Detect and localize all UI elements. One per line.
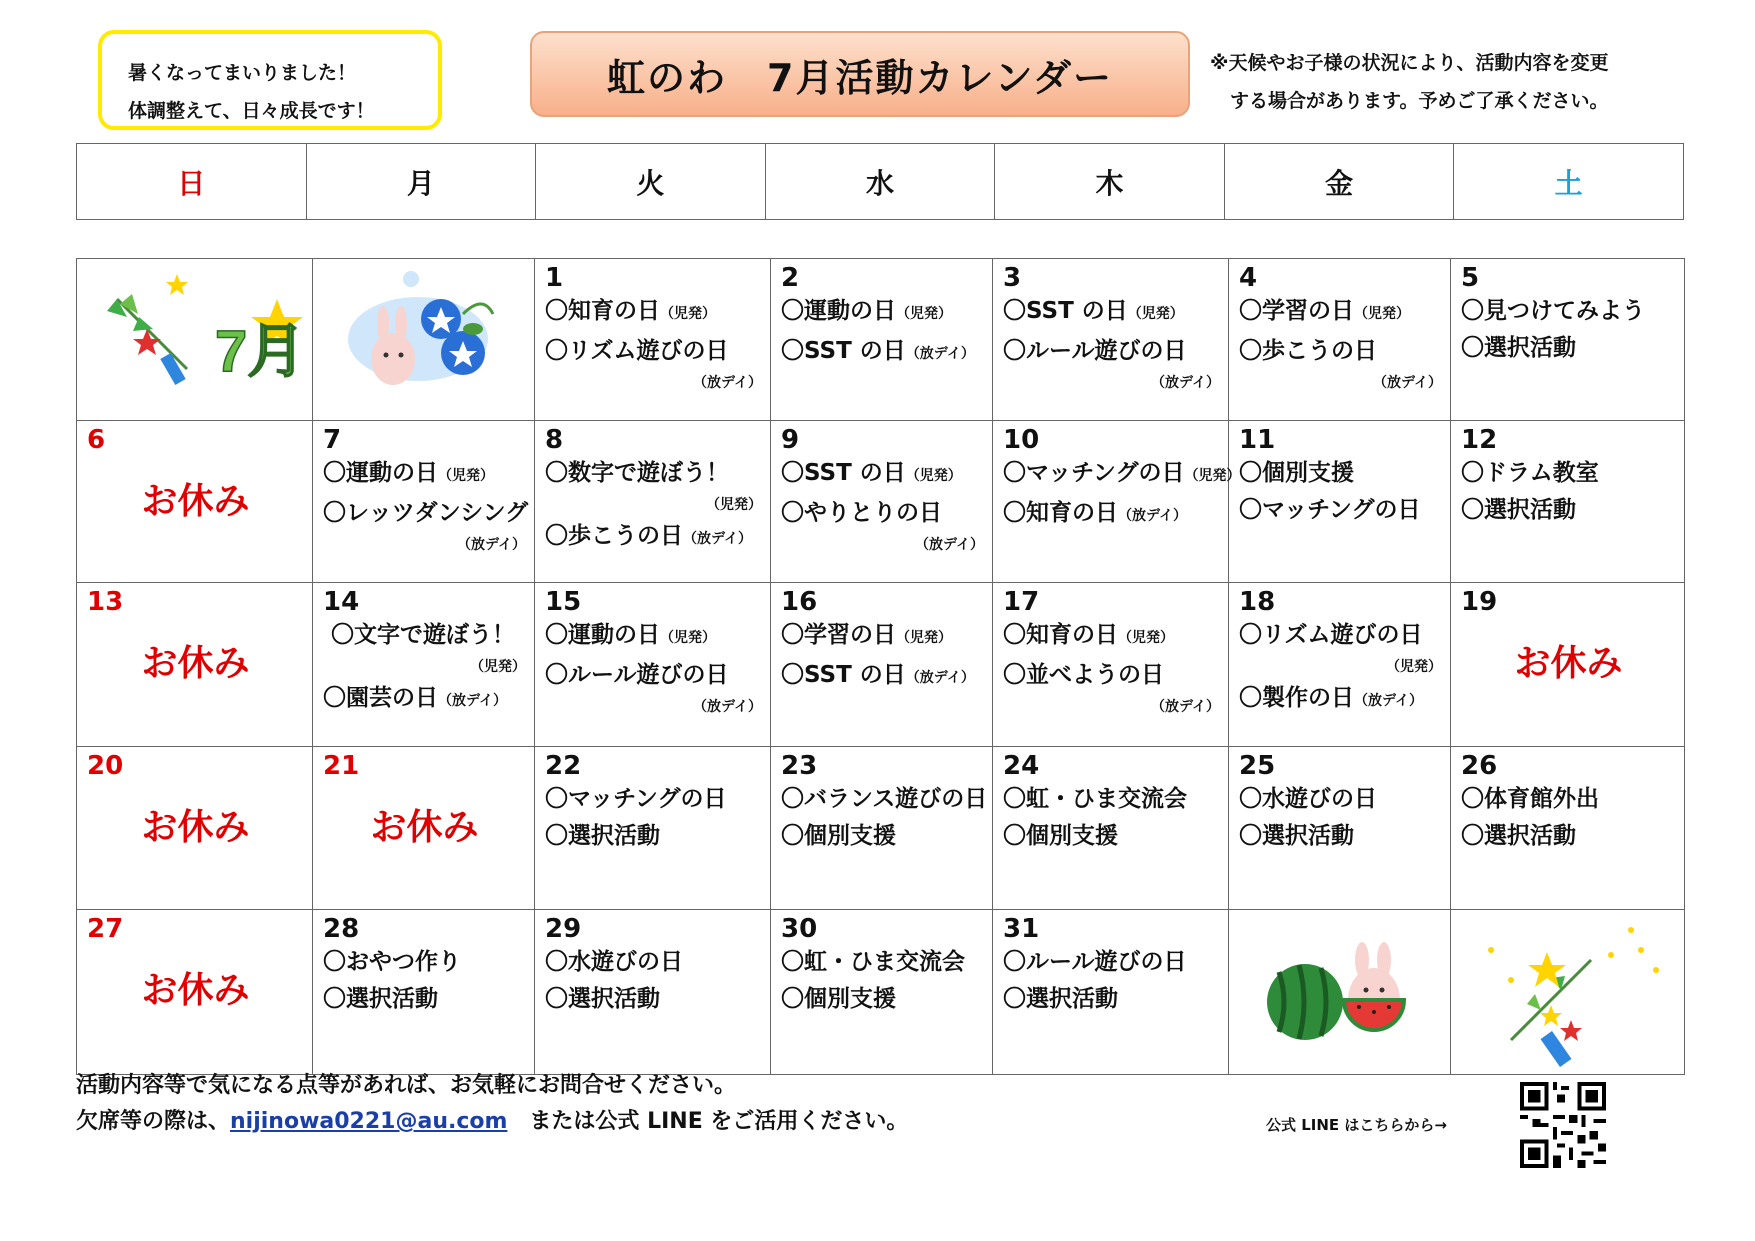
activity: 〇マッチングの日 <box>545 786 727 812</box>
activity: 〇レッツダンシング <box>323 500 529 526</box>
day-cell <box>771 747 993 910</box>
day-cell <box>771 421 993 583</box>
day-number: 24 <box>1003 751 1040 781</box>
weekday-sun: 日 <box>77 144 307 220</box>
day-number: 25 <box>1239 751 1276 781</box>
activity: 〇選択活動 <box>1461 823 1576 849</box>
day-number: 16 <box>781 587 818 617</box>
activity: 〇ルール遊びの日 <box>1003 338 1187 364</box>
activity: 〇マッチングの日（児発） <box>1003 460 1241 486</box>
activity: 〇虹・ひま交流会 <box>781 949 965 975</box>
activity: 〇選択活動 <box>545 986 660 1012</box>
day-number: 1 <box>545 263 564 293</box>
activity: 〇個別支援 <box>781 986 896 1012</box>
greeting-line-2: 体調整えて、日々成長です！ <box>128 100 375 122</box>
rabbit-watermelon-icon <box>1229 910 1451 1070</box>
day-cell <box>535 583 771 747</box>
day-cell <box>1229 747 1451 910</box>
calendar-grid <box>76 258 1685 1075</box>
holiday-label: お休み <box>1514 643 1623 684</box>
day-number: 12 <box>1461 425 1498 455</box>
activity: 〇並べようの日 <box>1003 662 1164 688</box>
day-cell <box>77 910 313 1075</box>
day-cell <box>771 259 993 421</box>
activity: 〇SST の日（児発） <box>1003 298 1184 324</box>
day-cell <box>1451 259 1685 421</box>
day-number: 8 <box>545 425 564 455</box>
activity: 〇文字で遊ぼう！ <box>331 622 515 648</box>
day-cell <box>1451 747 1685 910</box>
day-cell <box>77 747 313 910</box>
day-number: 20 <box>87 751 124 781</box>
activity: 〇ルール遊びの日 <box>1003 949 1187 975</box>
holiday-label: お休み <box>141 643 250 684</box>
activity: 〇運動の日（児発） <box>323 460 494 486</box>
day-number: 6 <box>87 425 106 455</box>
activity: 〇個別支援 <box>1003 823 1118 849</box>
activity-note: （放デイ） <box>1150 375 1220 391</box>
line-note: 公式 LINE はこちらから→ <box>1266 1116 1447 1134</box>
activity: 〇ドラム教室 <box>1461 460 1599 486</box>
notice-line-2: する場合があります。予めご了承ください。 <box>1230 90 1609 112</box>
day-number: 11 <box>1239 425 1276 455</box>
activity: 〇おやつ作り <box>323 949 461 975</box>
activity-note: （児発） <box>706 497 762 513</box>
activity: 〇選択活動 <box>545 823 660 849</box>
morning-glory-cell <box>313 259 535 421</box>
rabbit-morning-glory-icon <box>313 259 535 416</box>
footer-line-2: 欠席等の際は、nijinowa0221@au.com または公式 LINE をご活用ください。 <box>76 1109 909 1134</box>
day-number: 19 <box>1461 587 1498 617</box>
day-cell <box>993 910 1229 1075</box>
activity: 〇運動の日（児発） <box>781 298 952 324</box>
day-number: 9 <box>781 425 800 455</box>
day-cell <box>313 910 535 1075</box>
activity: 〇学習の日（児発） <box>1239 298 1410 324</box>
activity-note: （放デイ） <box>456 537 526 553</box>
day-number: 30 <box>781 914 818 944</box>
day-cell <box>313 583 535 747</box>
activity: 〇SST の日（児発） <box>781 460 962 486</box>
activity: 〇リズム遊びの日 <box>545 338 729 364</box>
day-cell <box>1229 421 1451 583</box>
activity: 〇歩こうの日（放デイ） <box>545 523 753 549</box>
tanabata-cell <box>1451 910 1685 1075</box>
notice <box>1210 44 1750 120</box>
day-number: 22 <box>545 751 582 781</box>
activity: 〇知育の日（放デイ） <box>1003 500 1188 526</box>
day-number: 15 <box>545 587 582 617</box>
weekday-header <box>76 143 1684 220</box>
day-number: 28 <box>323 914 360 944</box>
weekday-tue: 火 <box>536 144 766 220</box>
day-cell <box>313 747 535 910</box>
day-cell <box>535 259 771 421</box>
day-number: 13 <box>87 587 124 617</box>
notice-line-1: ※天候やお子様の状況により、活動内容を変更 <box>1210 52 1609 74</box>
activity: 〇水遊びの日 <box>545 949 683 975</box>
activity: 〇選択活動 <box>1239 823 1354 849</box>
month-badge: 7月 <box>215 319 306 384</box>
tanabata-july-icon <box>77 259 313 416</box>
holiday-label: お休み <box>141 970 250 1011</box>
footer <box>76 1068 908 1140</box>
page-title: 虹のわ 7月活動カレンダー <box>530 31 1190 117</box>
day-number: 26 <box>1461 751 1498 781</box>
weekday-sat: 土 <box>1454 144 1684 220</box>
day-number: 4 <box>1239 263 1258 293</box>
watermelon-cell <box>1229 910 1451 1075</box>
activity-note: （児発） <box>470 659 526 675</box>
holiday-label: お休み <box>370 807 479 848</box>
day-cell <box>771 910 993 1075</box>
day-cell <box>993 747 1229 910</box>
activity: 〇ルール遊びの日 <box>545 662 729 688</box>
day-cell <box>535 910 771 1075</box>
day-number: 10 <box>1003 425 1040 455</box>
day-cell <box>1229 259 1451 421</box>
activity: 〇バランス遊びの日 <box>781 786 988 812</box>
day-number: 27 <box>87 914 124 944</box>
activity-note: （放デイ） <box>692 699 762 715</box>
email-link[interactable]: nijinowa0221@au.com <box>230 1109 508 1134</box>
day-number: 14 <box>323 587 360 617</box>
greeting-box <box>98 30 442 130</box>
activity-note: （放デイ） <box>914 537 984 553</box>
day-cell <box>77 583 313 747</box>
line-qr-code-icon[interactable] <box>1520 1082 1606 1168</box>
day-number: 7 <box>323 425 342 455</box>
activity: 〇製作の日（放デイ） <box>1239 685 1424 711</box>
day-cell <box>535 747 771 910</box>
day-cell <box>993 583 1229 747</box>
day-number: 31 <box>1003 914 1040 944</box>
day-number: 3 <box>1003 263 1022 293</box>
tanabata-badge-cell <box>77 259 313 421</box>
day-cell <box>993 259 1229 421</box>
day-number: 18 <box>1239 587 1276 617</box>
day-number: 2 <box>781 263 800 293</box>
activity: 〇選択活動 <box>1461 335 1576 361</box>
holiday-label: お休み <box>141 481 250 522</box>
activity: 〇個別支援 <box>781 823 896 849</box>
activity-note: （放デイ） <box>1150 699 1220 715</box>
day-number: 23 <box>781 751 818 781</box>
day-number: 21 <box>323 751 360 781</box>
activity: 〇体育館外出 <box>1461 786 1599 812</box>
activity: 〇学習の日（児発） <box>781 622 952 648</box>
day-cell <box>993 421 1241 583</box>
tanabata-bamboo-icon <box>1451 910 1685 1070</box>
activity: 〇選択活動 <box>1003 986 1118 1012</box>
activity: 〇選択活動 <box>1461 497 1576 523</box>
activity-note: （放デイ） <box>692 375 762 391</box>
activity: 〇知育の日（児発） <box>545 298 716 324</box>
weekday-fri: 金 <box>1224 144 1454 220</box>
day-cell <box>313 421 535 583</box>
day-number: 29 <box>545 914 582 944</box>
activity: 〇園芸の日（放デイ） <box>323 685 508 711</box>
activity-note: （放デイ） <box>1372 375 1442 391</box>
activity: 〇虹・ひま交流会 <box>1003 786 1187 812</box>
activity: 〇数字で遊ぼう！ <box>545 460 729 486</box>
day-cell <box>771 583 993 747</box>
weekday-mon: 月 <box>306 144 536 220</box>
activity: 〇運動の日（児発） <box>545 622 716 648</box>
day-cell <box>535 421 771 583</box>
greeting-line-1: 暑くなってまいりました！ <box>128 62 357 84</box>
activity: 〇選択活動 <box>323 986 438 1012</box>
day-number: 17 <box>1003 587 1040 617</box>
weekday-thu: 木 <box>995 144 1225 220</box>
day-cell <box>1451 583 1685 747</box>
activity: 〇やりとりの日 <box>781 500 942 526</box>
activity: 〇水遊びの日 <box>1239 786 1377 812</box>
day-cell <box>77 421 313 583</box>
activity: 〇歩こうの日 <box>1239 338 1377 364</box>
activity-note: （児発） <box>1386 659 1442 675</box>
activity: 〇見つけてみよう <box>1461 298 1645 324</box>
activity: 〇マッチングの日 <box>1239 497 1421 523</box>
activity: 〇知育の日（児発） <box>1003 622 1174 648</box>
day-number: 5 <box>1461 263 1480 293</box>
holiday-label: お休み <box>141 807 250 848</box>
weekday-wed: 水 <box>765 144 995 220</box>
activity: 〇リズム遊びの日 <box>1239 622 1423 648</box>
day-cell <box>1229 583 1451 747</box>
activity: 〇SST の日（放デイ） <box>781 338 975 364</box>
footer-line-1: 活動内容等で気になる点等があれば、お気軽にお問合せください。 <box>76 1073 737 1098</box>
activity: 〇SST の日（放デイ） <box>781 662 975 688</box>
day-cell <box>1451 421 1685 583</box>
activity: 〇個別支援 <box>1239 460 1354 486</box>
